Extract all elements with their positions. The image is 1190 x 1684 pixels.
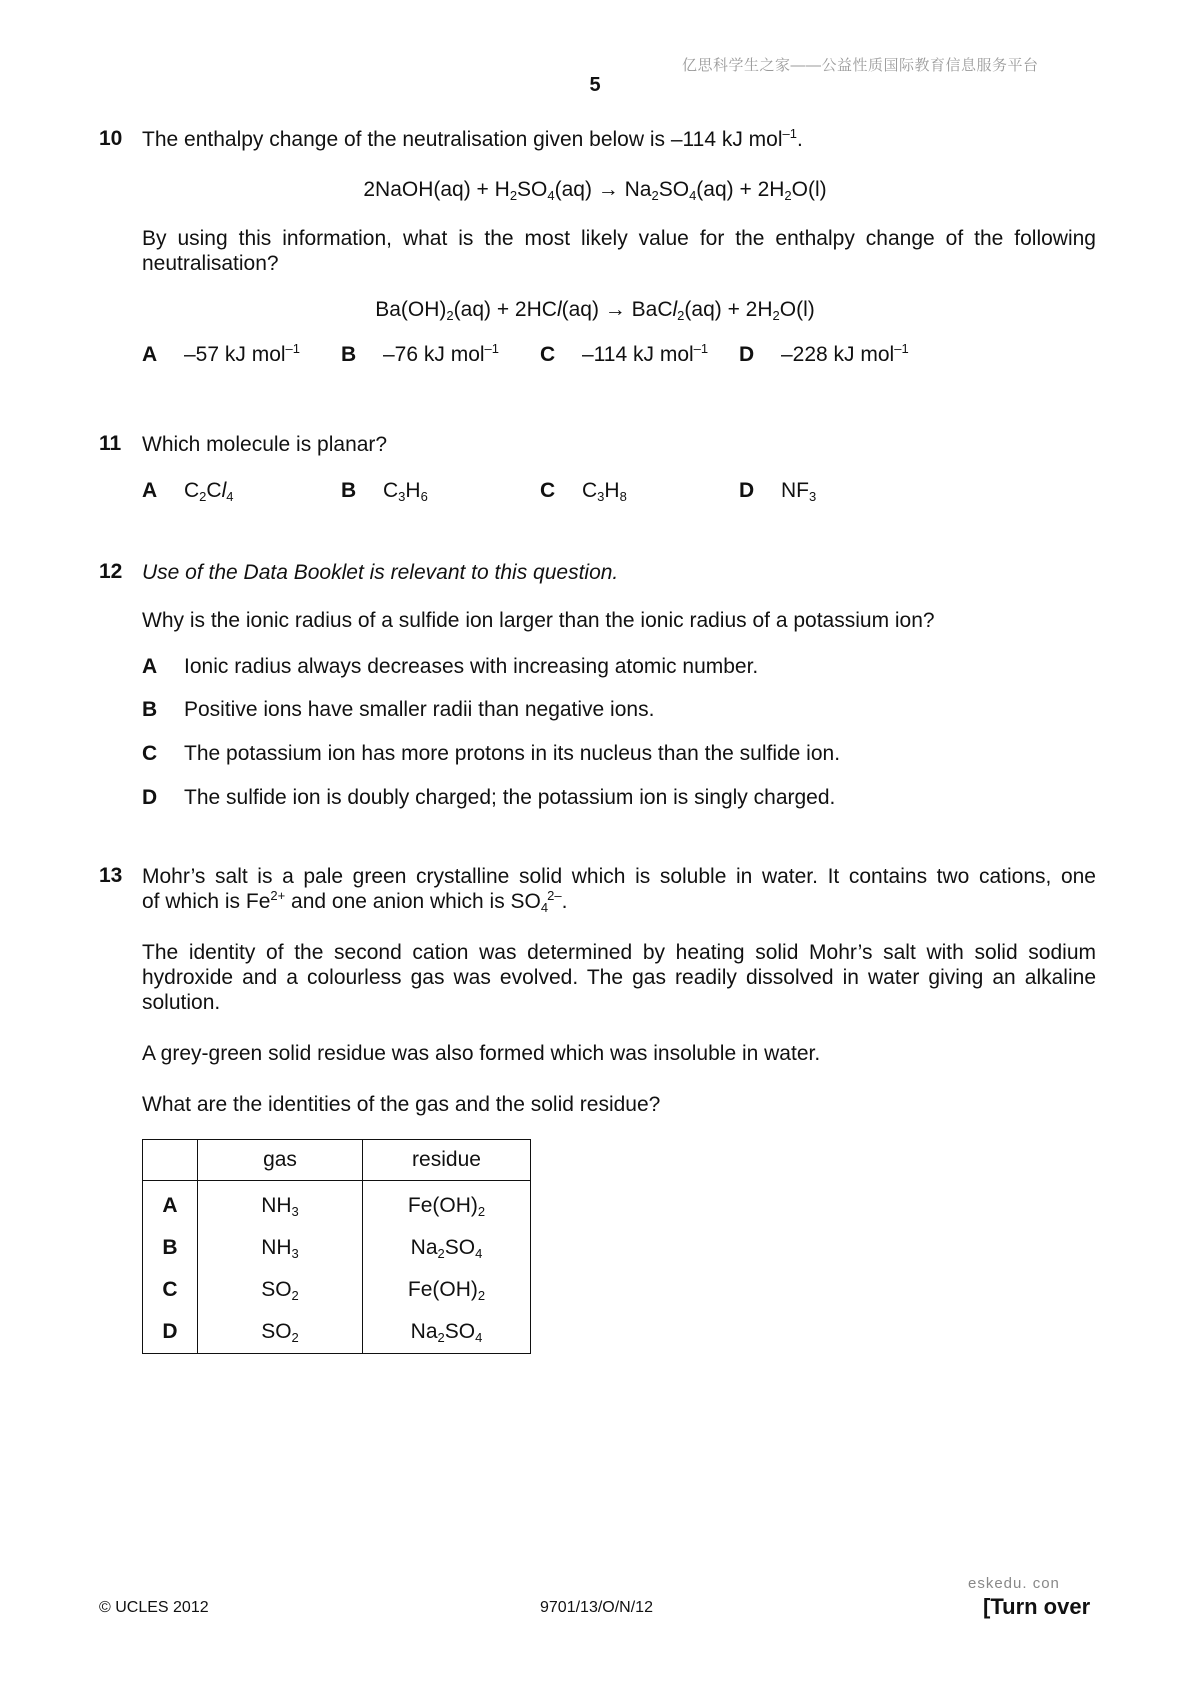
q12-option-c-text: The potassium ion has more protons in its nucleus than the sulfide ion. [184,742,841,765]
question-number-11: 11 [99,432,122,455]
q11-option-c[interactable]: C [540,479,556,502]
q10-option-a[interactable]: A [142,343,158,366]
row-letter: C [143,1269,198,1311]
table-row[interactable] [143,1311,531,1354]
table-header-gas: gas [198,1140,363,1181]
table-header-blank [143,1140,198,1181]
row-gas: $SO_2$ [198,1311,363,1354]
q10-option-c[interactable]: C [540,343,556,366]
q11-option-c-formula: $C_3H_8$ [582,479,627,504]
row-residue: $Na_2SO_4$ [363,1311,531,1354]
row-letter: B [143,1227,198,1269]
data-booklet-note: Use of the Data Booklet is relevant to this question. [142,561,619,584]
copyright: © UCLES 2012 [99,1599,209,1616]
question-number-12: 12 [99,560,123,583]
q11-option-a[interactable]: A [142,479,158,502]
q11-option-b[interactable]: B [341,479,357,502]
q11-option-b-formula: $C_3H_6$ [383,479,428,504]
q12-option-c[interactable]: C [142,742,158,765]
question-10-prompt: By using this information, what is the most likely value for the enthalpy change of the following neutralisation? [142,227,1096,275]
q12-option-d-text: The sulfide ion is doubly charged; the potassium ion is singly charged. [184,786,836,809]
row-gas: $SO_2$ [198,1269,363,1311]
question-13-line-2: of which is $Fe^{2+}$ and one anion which is $SO_4^{2-}$. [142,888,568,915]
table-row[interactable] [143,1269,531,1311]
row-letter: A [143,1181,198,1228]
equation-1: 2NaOH(aq) + $H_2SO_4(aq) \to Na_2SO_4(aq) + 2H_2O(l)$ [363,178,827,203]
row-gas: $NH_3$ [198,1181,363,1228]
page-number: 5 [589,74,601,96]
q12-option-a[interactable]: A [142,655,158,678]
watermark-text: 亿思科学生之家——公益性质国际教育信息服务平台 [682,57,1039,74]
row-residue: $Fe(OH)_2$ [363,1181,531,1228]
question-number-10: 10 [99,127,123,150]
question-13-paragraph-3: A grey-green solid residue was also formed which was insoluble in water. [142,1042,821,1065]
question-13-line-1: Mohr’s salt is a pale green crystalline solid which is soluble in water. It contains two cations, one [142,865,1096,888]
q11-option-d-formula: $NF_3$ [781,479,817,504]
q11-option-d[interactable]: D [739,479,755,502]
q10-option-d-value: –228 kJ mol$^{-1}$ [781,341,909,366]
q12-option-b[interactable]: B [142,698,158,721]
q10-option-c-value: –114 kJ mol$^{-1}$ [582,341,709,366]
table-header-residue: residue [363,1140,531,1181]
turn-over: [Turn over [983,1594,1091,1619]
question-13-paragraph-2: The identity of the second cation was determined by heating solid Mohr’s salt with solid sodium hydroxide and a colourless gas was evolved. The gas readily dissolved in water giving an alkaline solution. [142,941,1096,1014]
table-header-row [143,1140,531,1181]
row-gas: $NH_3$ [198,1227,363,1269]
question-13-prompt: What are the identities of the gas and the solid residue? [142,1093,661,1116]
q12-option-b-text: Positive ions have smaller radii than negative ions. [184,698,655,721]
site-watermark: eskedu. con [968,1575,1060,1592]
question-number-13: 13 [99,864,123,887]
equation-2: $Ba(OH)_2(aq) + 2HCl(aq)$ → BaCl$_2$(aq) + $2H_2O(l)$ [375,298,815,323]
question-12-stem: Why is the ionic radius of a sulfide ion larger than the ionic radius of a potassium ion? [142,609,935,632]
answer-table [142,1139,531,1354]
table-row[interactable] [143,1227,531,1269]
row-residue: $Na_2SO_4$ [363,1227,531,1269]
row-residue: $Fe(OH)_2$ [363,1269,531,1311]
question-10-stem: The enthalpy change of the neutralisation given below is –114 kJ mol$^{-1}$. [142,126,803,151]
q10-option-a-value: –57 kJ mol$^{-1}$ [184,341,301,366]
q12-option-a-text: Ionic radius always decreases with increasing atomic number. [184,655,759,678]
paper-code: 9701/13/O/N/12 [540,1599,653,1616]
q11-option-a-formula: $C_2Cl_4$ [184,479,234,504]
q10-option-d[interactable]: D [739,343,755,366]
table-row[interactable] [143,1181,531,1228]
row-letter: D [143,1311,198,1354]
question-11-stem: Which molecule is planar? [142,433,388,456]
q10-option-b-value: –76 kJ mol$^{-1}$ [383,341,500,366]
q12-option-d[interactable]: D [142,786,158,809]
q10-option-b[interactable]: B [341,343,357,366]
